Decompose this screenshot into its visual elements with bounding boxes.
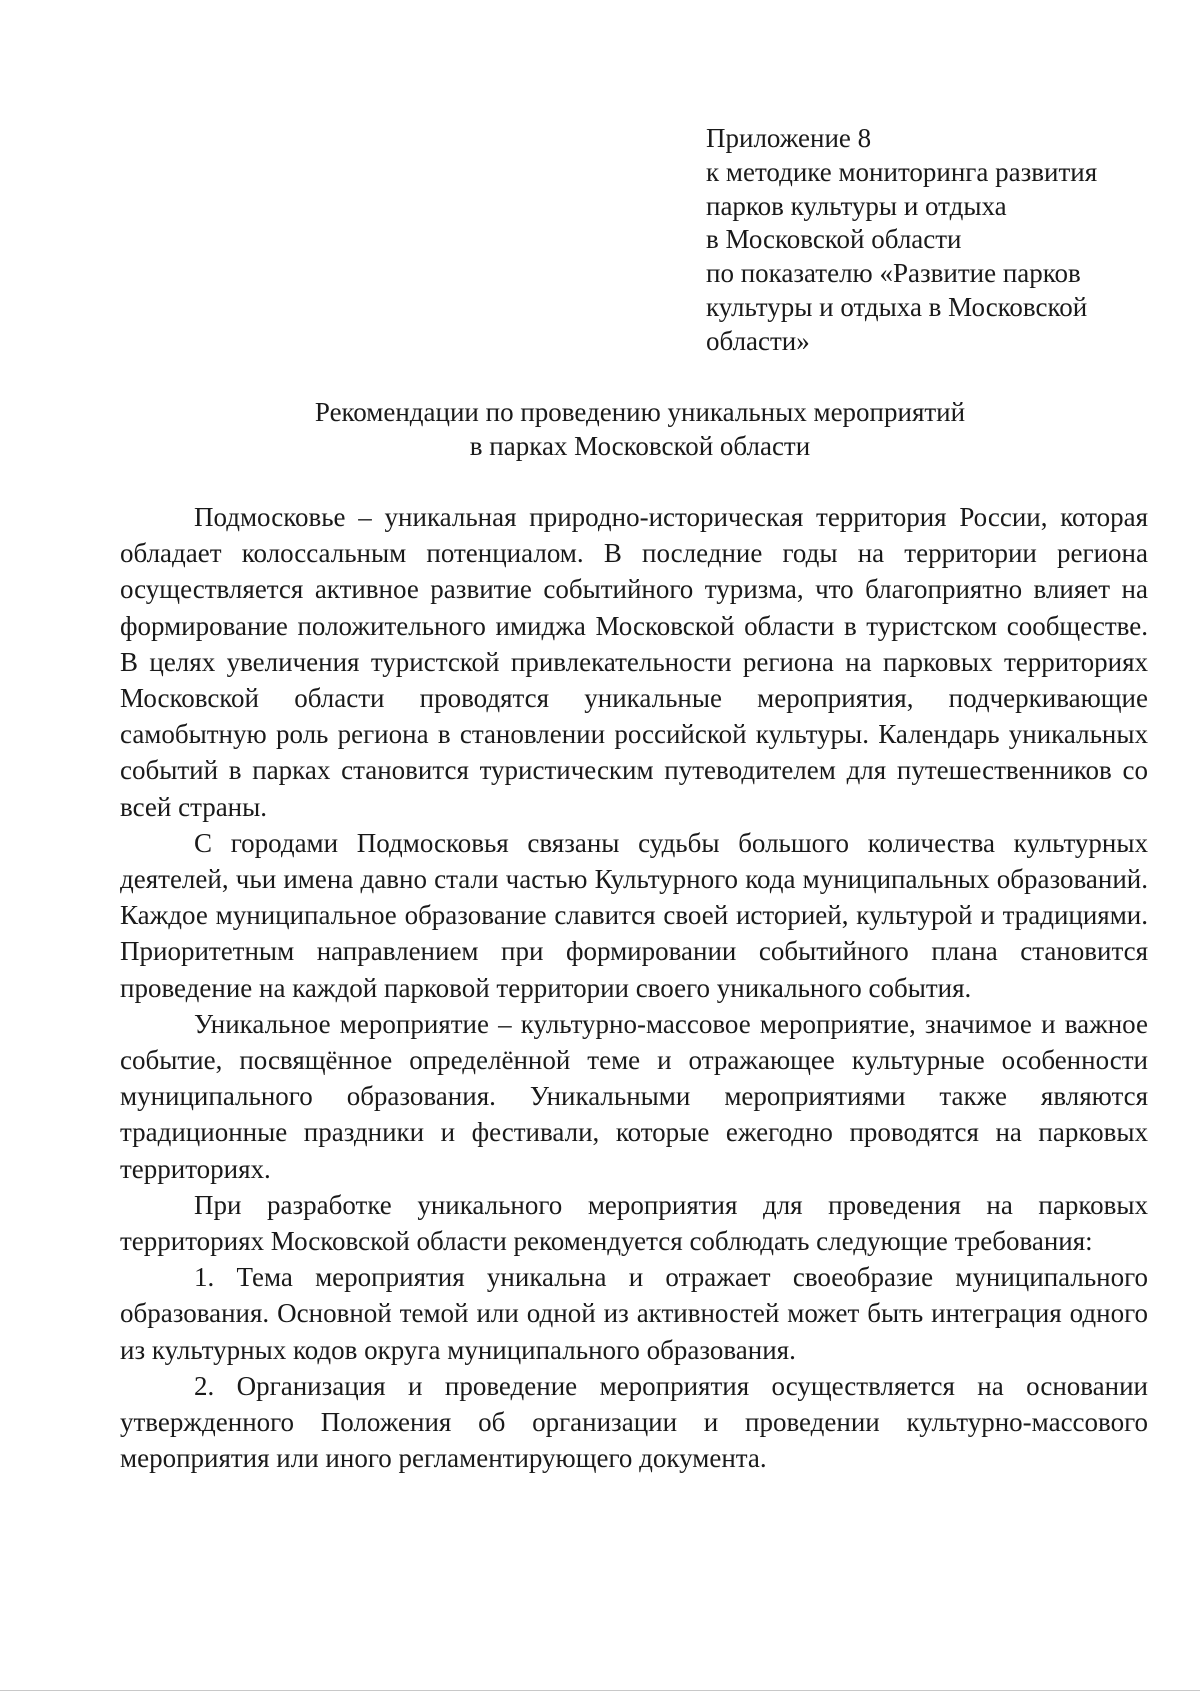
appendix-line: парков культуры и отдыха (706, 190, 1007, 221)
appendix-line: в Московской области (706, 224, 962, 255)
requirement-item-1: 1. Тема мероприятия уникальна и отражает своеобразие муниципального образования. Основной темой или одной из активностей может быть интеграция одного из культурных кодов округа муниципального образования. (120, 1262, 1148, 1365)
appendix-line: по показателю «Развитие парков (706, 258, 1081, 289)
appendix-header (706, 122, 1166, 359)
paragraph: При разработке уникального мероприятия для проведения на парковых территориях Московской области рекомендуется соблюдать следующие требования: (120, 1189, 1148, 1257)
requirement-item-2: 2. Организация и проведение мероприятия осуществляется на основании утвержденного Положения об организации и проведении культурно-массового мероприятия или иного регламентирующего документа. (120, 1370, 1148, 1474)
appendix-line: к методике мониторинга развития (706, 156, 1098, 187)
title-line-1: Рекомендации по проведению уникальных мероприятий (314, 397, 966, 427)
document-body (120, 499, 1148, 1476)
appendix-line: культуры и отдыха в Московской (706, 291, 1088, 322)
appendix-line: области» (706, 325, 810, 356)
scan-edge-line (0, 1690, 1200, 1691)
document-title (120, 395, 1160, 463)
paragraph: Подмосковье – уникальная природно-историческая территория России, которая обладает колоссальным потенциалом. В последние годы на территории региона осуществляется активное развитие событийного туризма, что благоприятно влияет на формирование положительного имиджа Московской области в туристском сообществе. В целях увеличения туристской привлекательности региона на парковых территориях Московской области проводятся уникальные мероприятия, подчеркивающие самобытную роль региона в становлении российской культуры. Календарь уникальных событий в парках становится туристическим путеводителем для путешественников со всей страны. (120, 502, 1148, 822)
paragraph: Уникальное мероприятие – культурно-массовое мероприятие, значимое и важное событие, посвящённое определённой теме и отражающее культурные особенности муниципального образования. Уникальными мероприятиями также являются традиционные праздники и фестивали, которые ежегодно проводятся на парковых территориях. (120, 1008, 1148, 1184)
paragraph: С городами Подмосковья связаны судьбы большого количества культурных деятелей, чьи имена давно стали частью Культурного кода муниципальных образований. Каждое муниципальное образование славится своей историей, культурой и традициями. Приоритетным направлением при формировании событийного плана становится проведение на каждой парковой территории своего уникального события. (120, 827, 1148, 1003)
appendix-line: Приложение 8 (706, 123, 872, 153)
title-line-2: в парках Московской области (469, 431, 811, 461)
